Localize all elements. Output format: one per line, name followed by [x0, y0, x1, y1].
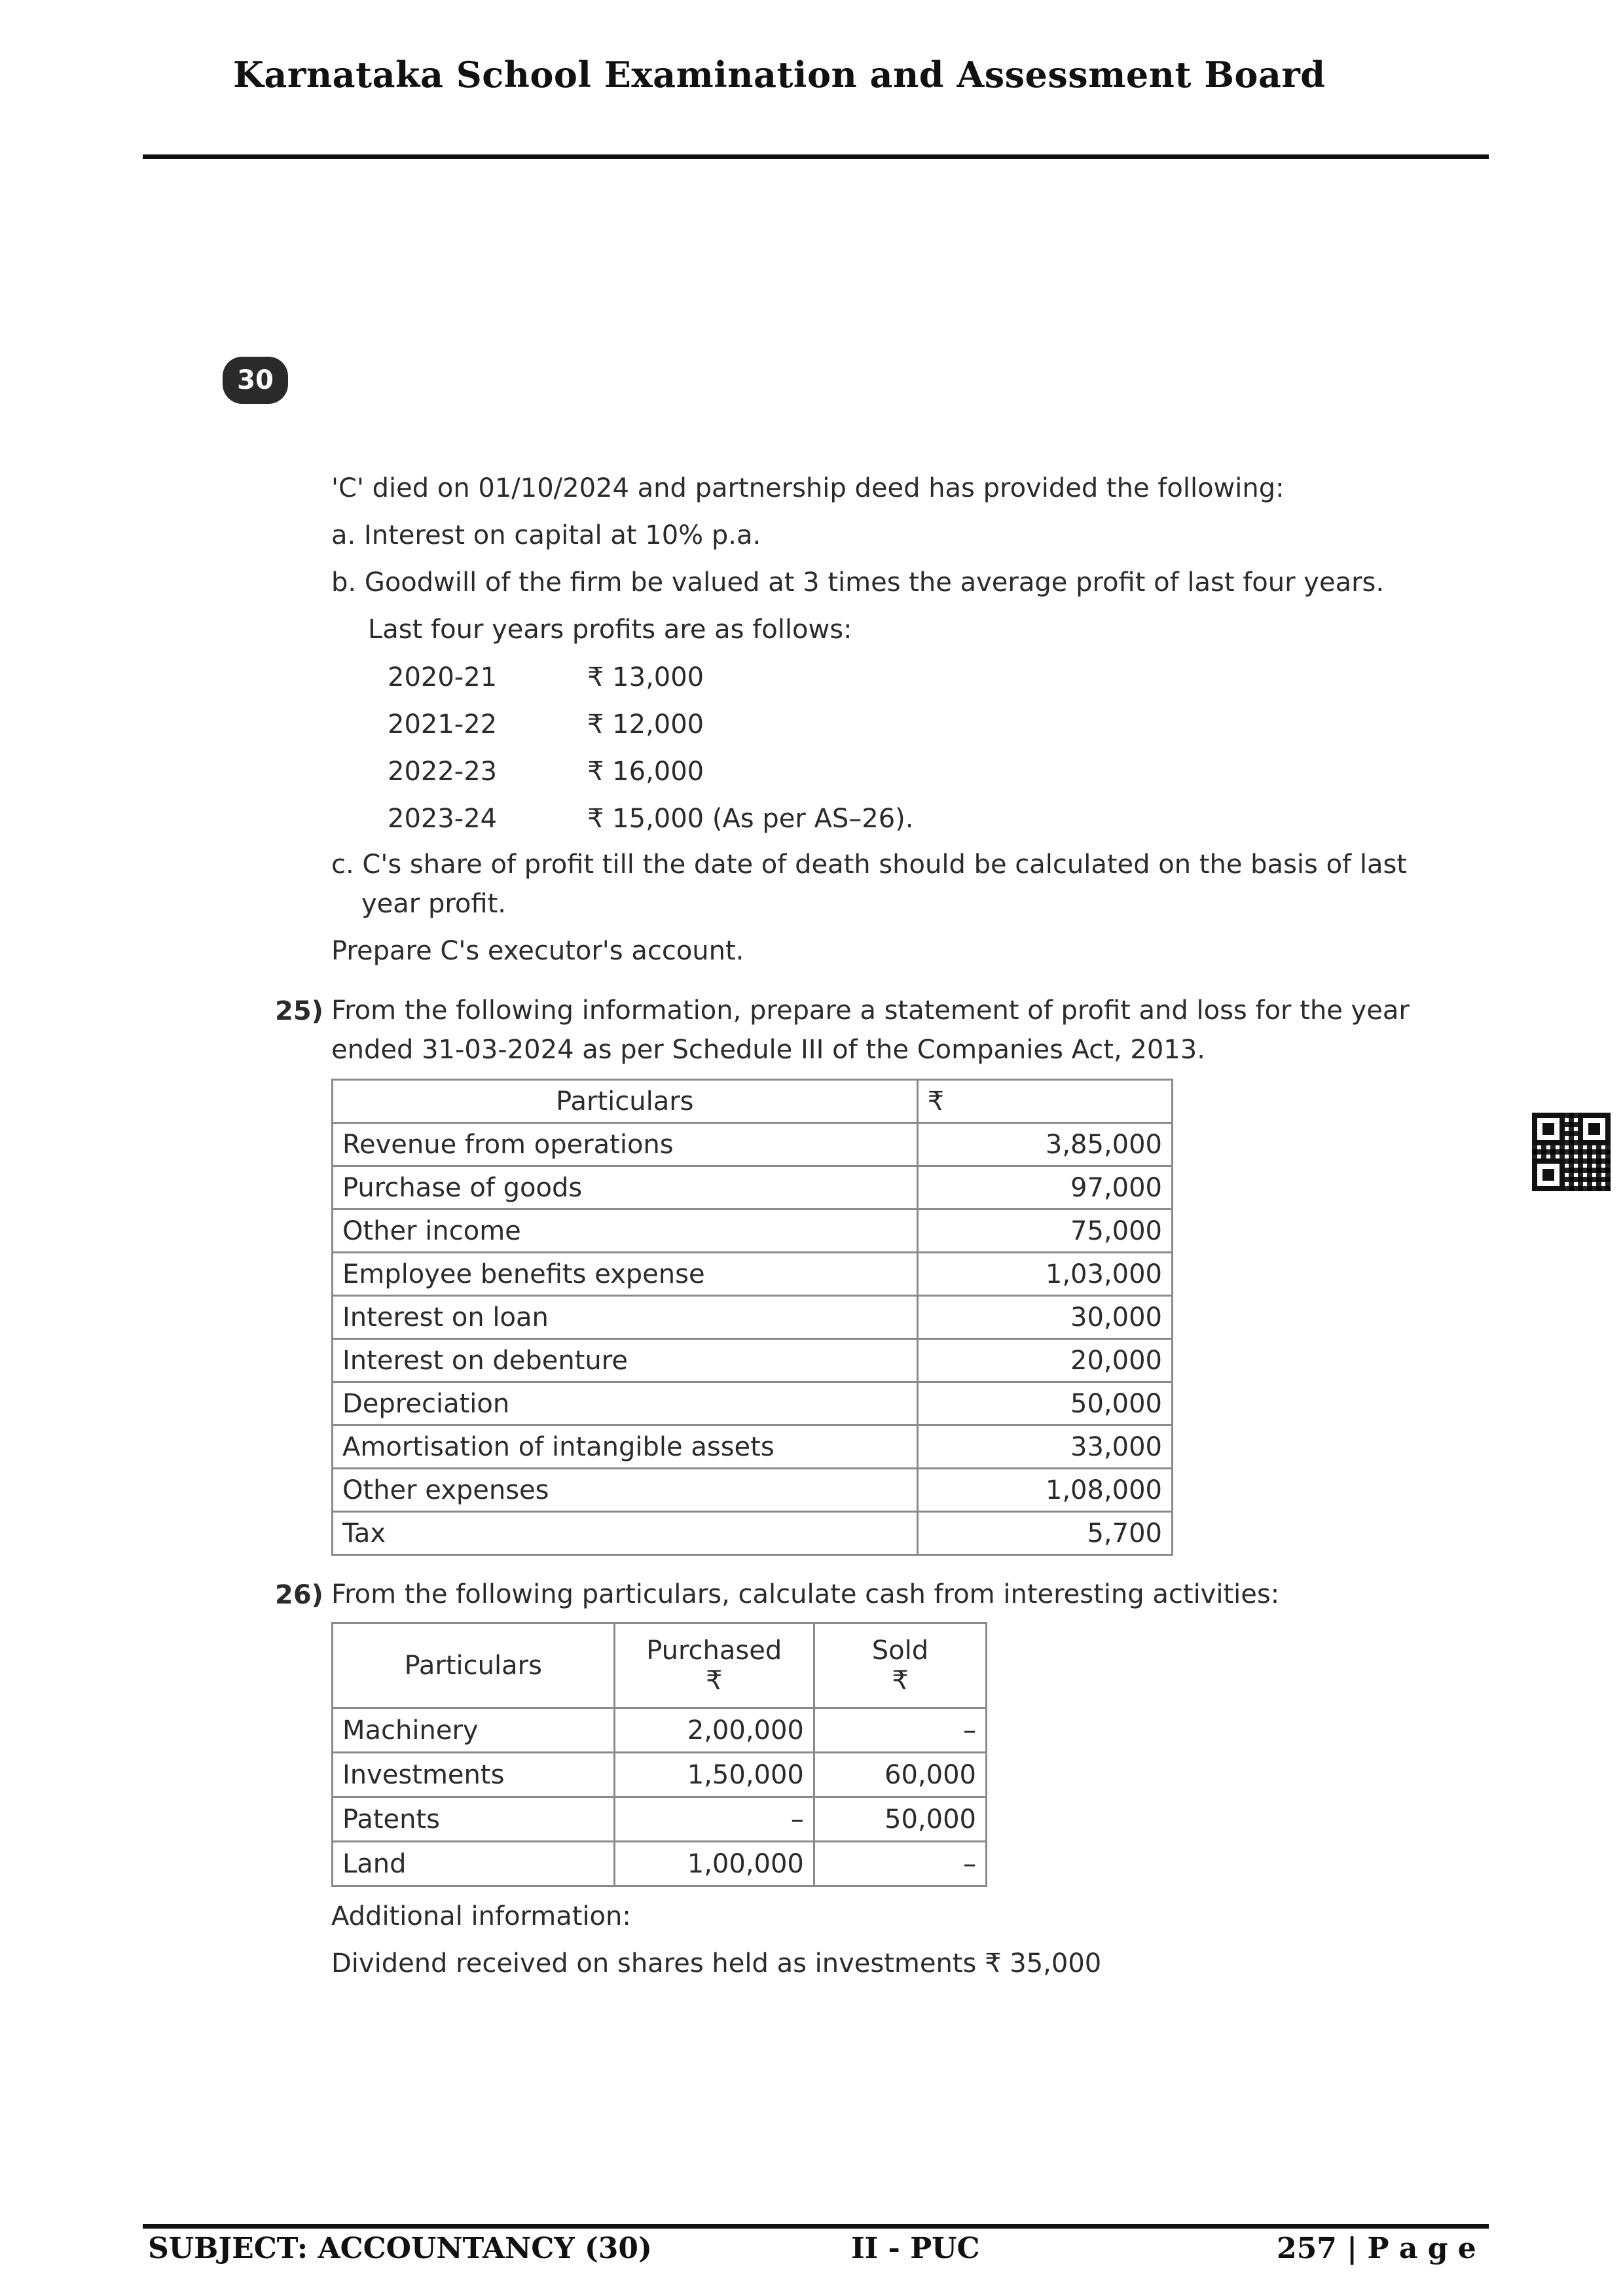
row-item: Revenue from operations — [333, 1123, 918, 1166]
row-item: Investments — [333, 1753, 615, 1797]
qr-finder — [1532, 1113, 1565, 1145]
table-row — [333, 1123, 1173, 1166]
profit-year: 2022-23 — [388, 757, 498, 787]
row-purchased: 1,00,000 — [614, 1842, 814, 1886]
row-amount: 33,000 — [917, 1426, 1172, 1469]
row-item: Other income — [333, 1210, 918, 1253]
q26-line1: From the following particulars, calculate cash from interesting activities: — [331, 1579, 1280, 1609]
row-amount: 97,000 — [917, 1166, 1172, 1210]
q26-additional-text: Dividend received on shares held as investments ₹ 35,000 — [331, 1948, 1102, 1979]
q24-point-c-line1: c. C's share of profit till the date of death should be calculated on the basis of last — [331, 850, 1407, 880]
row-item: Employee benefits expense — [333, 1253, 918, 1296]
row-sold: 60,000 — [814, 1753, 986, 1797]
qr-code — [1532, 1113, 1611, 1191]
table-header-row — [333, 1080, 1173, 1123]
profit-year: 2021-22 — [388, 709, 498, 740]
row-item: Machinery — [333, 1708, 615, 1753]
col-sold-currency: ₹ — [892, 1665, 909, 1696]
page-badge: 30 — [223, 357, 288, 404]
q26-number: 26) — [275, 1580, 323, 1610]
table-row — [333, 1210, 1173, 1253]
row-purchased: 1,50,000 — [614, 1753, 814, 1797]
q25-line1: From the following information, prepare a statement of profit and loss for the year — [331, 996, 1410, 1026]
row-amount: 20,000 — [917, 1339, 1172, 1382]
row-sold: – — [814, 1708, 986, 1753]
footer-class: II - PUC — [851, 2232, 980, 2265]
col-purchased-label: Purchased — [646, 1635, 782, 1666]
q24-intro: 'C' died on 01/10/2024 and partnership deed has provided the following: — [331, 473, 1285, 503]
q24-point-a: a. Interest on capital at 10% p.a. — [331, 520, 761, 550]
row-item: Depreciation — [333, 1382, 918, 1426]
table-row — [333, 1296, 1173, 1339]
row-amount: 1,03,000 — [917, 1253, 1172, 1296]
row-purchased: 2,00,000 — [614, 1708, 814, 1753]
row-amount: 1,08,000 — [917, 1469, 1172, 1512]
row-sold: – — [814, 1842, 986, 1886]
col-purchased — [614, 1623, 814, 1708]
table-row — [333, 1382, 1173, 1426]
header-rule — [143, 154, 1489, 159]
col-sold-label: Sold — [871, 1635, 929, 1666]
table-row — [333, 1253, 1173, 1296]
table-row — [333, 1797, 987, 1842]
col-particulars: Particulars — [333, 1080, 918, 1123]
row-item: Land — [333, 1842, 615, 1886]
row-amount: 50,000 — [917, 1382, 1172, 1426]
board-title: Karnataka School Examination and Assessment Board — [233, 54, 1326, 96]
table-row — [333, 1842, 987, 1886]
q24-instruction: Prepare C's executor's account. — [331, 936, 744, 966]
profit-loss-table — [331, 1079, 1173, 1556]
table-header-row — [333, 1623, 987, 1708]
q24-profits-intro: Last four years profits are as follows: — [368, 615, 852, 645]
table-row — [333, 1426, 1173, 1469]
table-row — [333, 1753, 987, 1797]
row-amount: 30,000 — [917, 1296, 1172, 1339]
q24-point-c-line2: year profit. — [361, 889, 506, 919]
table-row — [333, 1166, 1173, 1210]
q26-additional-heading: Additional information: — [331, 1901, 631, 1931]
row-item: Interest on loan — [333, 1296, 918, 1339]
row-item: Patents — [333, 1797, 615, 1842]
row-item: Tax — [333, 1512, 918, 1555]
row-item: Amortisation of intangible assets — [333, 1426, 918, 1469]
qr-finder — [1578, 1113, 1611, 1145]
table-row — [333, 1708, 987, 1753]
col-amount: ₹ — [917, 1080, 1172, 1123]
table-row — [333, 1339, 1173, 1382]
row-sold: 50,000 — [814, 1797, 986, 1842]
qr-finder — [1532, 1158, 1565, 1191]
footer-rule — [143, 2224, 1489, 2229]
profit-amount: ₹ 13,000 — [587, 662, 704, 692]
profit-year: 2020-21 — [388, 662, 498, 692]
q24-point-b: b. Goodwill of the firm be valued at 3 times the average profit of last four years. — [331, 567, 1385, 598]
profit-amount: ₹ 16,000 — [587, 757, 704, 787]
footer-subject: SUBJECT: ACCOUNTANCY (30) — [148, 2232, 652, 2265]
row-amount: 75,000 — [917, 1210, 1172, 1253]
table-row — [333, 1512, 1173, 1555]
col-purchased-currency: ₹ — [705, 1665, 723, 1696]
profit-amount: ₹ 12,000 — [587, 709, 704, 740]
col-particulars: Particulars — [333, 1623, 615, 1708]
col-sold — [814, 1623, 986, 1708]
row-amount: 3,85,000 — [917, 1123, 1172, 1166]
table-row — [333, 1469, 1173, 1512]
profit-year: 2023-24 — [388, 804, 498, 834]
q25-line2: ended 31-03-2024 as per Schedule III of the Companies Act, 2013. — [331, 1035, 1205, 1065]
row-item: Other expenses — [333, 1469, 918, 1512]
row-amount: 5,700 — [917, 1512, 1172, 1555]
row-item: Purchase of goods — [333, 1166, 918, 1210]
footer-page-number: 257 | P a g e — [1277, 2232, 1476, 2265]
row-item: Interest on debenture — [333, 1339, 918, 1382]
row-purchased: – — [614, 1797, 814, 1842]
investing-activities-table — [331, 1622, 987, 1887]
profit-amount: ₹ 15,000 (As per AS–26). — [587, 804, 914, 834]
q25-number: 25) — [275, 996, 323, 1026]
